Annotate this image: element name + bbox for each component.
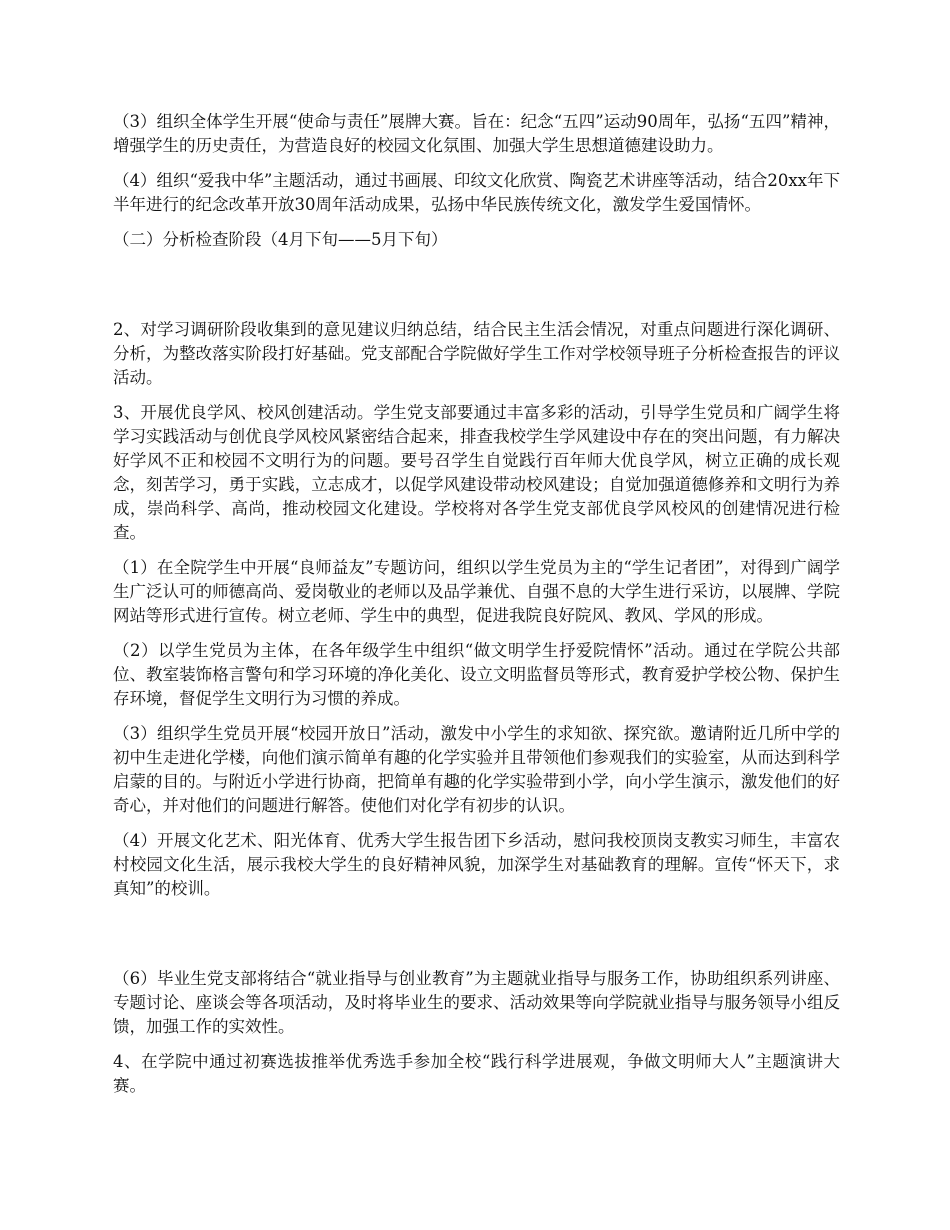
blank-gap	[113, 263, 840, 318]
paragraph-sub-2: （2）以学生党员为主体，在各年级学生中组织“做文明学生抒爱院情怀”活动。通过在学院公共部位、教室装饰格言警句和学习环境的净化美化、设立文明监督员等形式，教育爱护学校公物、保护生存环境，督促学生文明行为习惯的养成。	[113, 641, 840, 708]
paragraph-item-3: 3、开展优良学风、校风创建活动。学生党支部要通过丰富多彩的活动，引导学生党员和广阔学生将学习实践活动与创优良学风校风紧密结合起来，排查我校学生学风建设中存在的突出问题，有力解决好学风不正和校园不文明行为的问题。要号召学生自觉践行百年师大优良学风，树立正确的成长观念，刻苦学习，勇于实践，立志成才，以促学风建设带动校风建设；自觉加强道德修养和文明行为养成，崇尚科学、高尚，推动校园文化建设。学校将对各学生党支部优良学风校风的创建情况进行检查。	[113, 403, 840, 542]
paragraph-activity-4: （4）组织“爱我中华”主题活动，通过书画展、印纹文化欣赏、陶瓷艺术讲座等活动，结合20xx年下半年进行的纪念改革开放30周年活动成果，弘扬中华民族传统文化，激发学生爱国情怀。	[113, 171, 840, 214]
section-heading-analysis-stage: （二）分析检查阶段（4月下旬——5月下旬）	[113, 230, 448, 249]
paragraph-item-4: 4、在学院中通过初赛选拔推举优秀选手参加全校“践行科学进展观，争做文明师大人”主题演讲大赛。	[113, 1052, 840, 1095]
paragraph-sub-1: （1）在全院学生中开展“良师益友”专题访问，组织以学生党员为主的“学生记者团”，对得到广阔学生广泛认可的师德高尚、爱岗敬业的老师以及品学兼优、自强不息的大学生进行采访，以展牌、学院网站等形式进行宣传。树立老师、学生中的典型，促进我院良好院风、教风、学风的形成。	[113, 558, 840, 625]
blank-gap	[113, 912, 840, 967]
paragraph-sub-6: （6）毕业生党支部将结合“就业指导与创业教育”为主题就业指导与服务工作，协助组织系列讲座、专题讨论、座谈会等各项活动，及时将毕业生的要求、活动效果等向学院就业指导与服务领导小组反馈，加强工作的实效性。	[113, 969, 840, 1036]
paragraph-activity-3: （3）组织全体学生开展“使命与责任”展牌大赛。旨在：纪念“五四”运动90周年，弘扬“五四”精神，增强学生的历史责任，为营造良好的校园文化氛围、加强大学生思想道德建设助力。	[113, 112, 840, 155]
paragraph-sub-4: （4）开展文化艺术、阳光体育、优秀大学生报告团下乡活动，慰问我校顶岗支教实习师生，丰富农村校园文化生活，展示我校大学生的良好精神风貌，加深学生对基础教育的理解。宣传“怀天下，求真知”的校训。	[113, 831, 840, 898]
paragraph-item-2: 2、对学习调研阶段收集到的意见建议归纳总结，结合民主生活会情况，对重点问题进行深化调研、分析，为整改落实阶段打好基础。党支部配合学院做好学生工作对学校领导班子分析检查报告的评议活动。	[113, 320, 840, 387]
paragraph-sub-3: （3）组织学生党员开展“校园开放日”活动，激发中小学生的求知欲、探究欲。邀请附近几所中学的初中生走进化学楼，向他们演示简单有趣的化学实验并且带领他们参观我们的实验室，从而达到科学启蒙的目的。与附近小学进行协商，把简单有趣的化学实验带到小学，向小学生演示，激发他们的好奇心，并对他们的问题进行解答。使他们对化学有初步的认识。	[113, 724, 840, 815]
